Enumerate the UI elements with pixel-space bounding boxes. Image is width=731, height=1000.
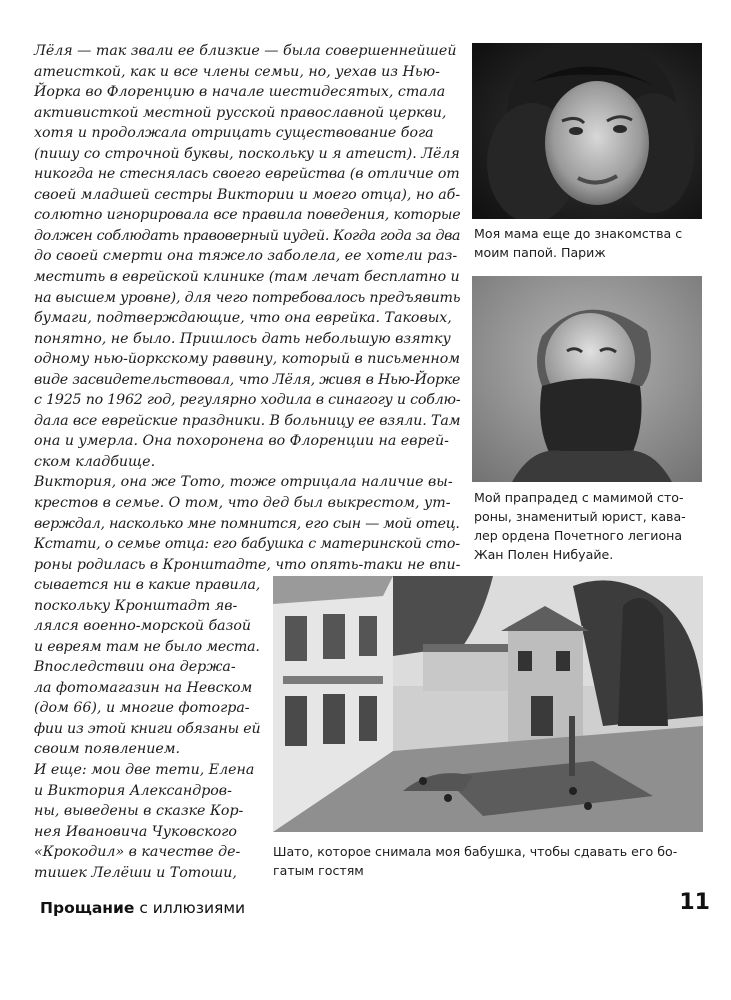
- text-line: ском кладбище.: [34, 453, 156, 470]
- text-line: должен соблюдать правоверный иудей. Когда года за два: [34, 227, 461, 244]
- text-line: роны родилась в Кронштадте, что опять-таки не впи-: [34, 556, 461, 573]
- text-line: и Виктория Александров-: [34, 782, 232, 799]
- caption-line: Мой прапрадед с мамимой сто-: [474, 490, 684, 505]
- caption-line: лер ордена Почетного легиона: [474, 528, 683, 543]
- text-line: поскольку Кронштадт яв-: [34, 597, 238, 614]
- text-line: она и умерла. Она похоронена во Флоренции на еврей-: [34, 433, 449, 450]
- text-line: одному нью-йоркскому раввину, который в письменном: [34, 351, 460, 368]
- text-line: ла фотомагазин на Невском: [34, 679, 253, 696]
- mother-portrait-photo: [472, 43, 702, 219]
- footer-title-bold: Прощание: [40, 899, 135, 917]
- text-line: «Крокодил» в качестве де-: [34, 844, 241, 861]
- paragraph-kronstadt: [34, 575, 260, 760]
- text-line: Лёля — так звали ее близкие — была совершеннейшей: [34, 43, 457, 59]
- text-line: Впоследствии она держа-: [34, 659, 236, 676]
- text-line: на высшем уровне), для чего потребовалось предъявить: [34, 289, 461, 306]
- chateau-caption: [273, 842, 677, 880]
- text-line: (пишу со строчной буквы, поскольку и я атеист). Лёля: [34, 145, 460, 162]
- text-line: активисткой местной русской православной церкви,: [34, 104, 447, 121]
- page-number: 11: [679, 890, 710, 915]
- text-line: своей младшей сестры Виктории и моего отца), но аб-: [34, 186, 461, 203]
- text-line: виде засвидетельствовал, что Лёля, живя в Нью-Йорке: [34, 371, 461, 388]
- paragraph-aunts: [34, 760, 260, 883]
- footer-title-rest: с иллюзиями: [134, 899, 246, 917]
- text-line: лялся военно-морской базой: [34, 618, 252, 635]
- text-line: понятно, не было. Пришлось дать небольшую взятку: [34, 330, 451, 347]
- running-footer-title: [40, 899, 245, 917]
- caption-line: Шато, которое снимала моя бабушка, чтобы сдавать его бо-: [273, 844, 678, 859]
- text-line: Йорка во Флоренцию в начале шестидесятых, стала: [34, 84, 446, 101]
- text-line: сывается ни в какие правила,: [34, 577, 261, 593]
- text-line: бумаги, подтверждающие, что она еврейка. Таковых,: [34, 310, 452, 327]
- text-line: (дом 66), и многие фотогра-: [34, 700, 250, 717]
- text-line: фии из этой книги обязаны ей: [34, 720, 261, 737]
- text-line: до своей смерти она тяжело заболела, ее хотели раз-: [34, 248, 458, 265]
- text-line: местить в еврейской клинике (там лечат бесплатно и: [34, 269, 460, 286]
- text-line: солютно игнорировала все правила поведения, которые: [34, 207, 461, 224]
- text-line: тишек Лелёши и Тотоши,: [34, 864, 237, 881]
- paragraph-lelya: [34, 41, 460, 575]
- text-line: хотя и продолжала отрицать существование бога: [34, 125, 434, 142]
- text-line: крестов в семье. О том, что дед был выкрестом, ут-: [34, 495, 451, 512]
- text-line: верждал, насколько мне помнится, его сын — мой отец.: [34, 515, 460, 532]
- text-line: дала все еврейские праздники. В больницу ее взяли. Там: [34, 412, 461, 429]
- mother-caption: [474, 224, 682, 262]
- text-line: своим появлением.: [34, 741, 181, 758]
- caption-line: роны, знаменитый юрист, кава-: [474, 509, 686, 524]
- chateau-photo: [273, 576, 703, 832]
- text-line: атеисткой, как и все члены семьи, но, уехав из Нью-: [34, 63, 440, 80]
- caption-line: моим папой. Париж: [474, 245, 606, 260]
- caption-line: Моя мама еще до знакомства с: [474, 226, 683, 241]
- greatgrandfather-caption: [474, 488, 686, 564]
- text-line: никогда не стеснялась своего еврейства (в отличие от: [34, 166, 460, 183]
- text-line: ны, выведены в сказке Кор-: [34, 803, 244, 820]
- greatgrandfather-portrait-photo: [472, 276, 702, 482]
- text-line: и евреям там не было места.: [34, 638, 260, 655]
- text-line: нея Ивановича Чуковского: [34, 823, 237, 840]
- text-line: Виктория, она же Тото, тоже отрицала наличие вы-: [34, 474, 453, 491]
- caption-line: Жан Полен Нибуайе.: [474, 547, 614, 562]
- caption-line: гатым гостям: [273, 863, 364, 878]
- text-line: Кстати, о семье отца: его бабушка с материнской сто-: [34, 536, 460, 553]
- text-line: с 1925 по 1962 год, регулярно ходила в синагогу и соблю-: [34, 392, 461, 409]
- text-line: И еще: мои две тети, Елена: [34, 762, 255, 778]
